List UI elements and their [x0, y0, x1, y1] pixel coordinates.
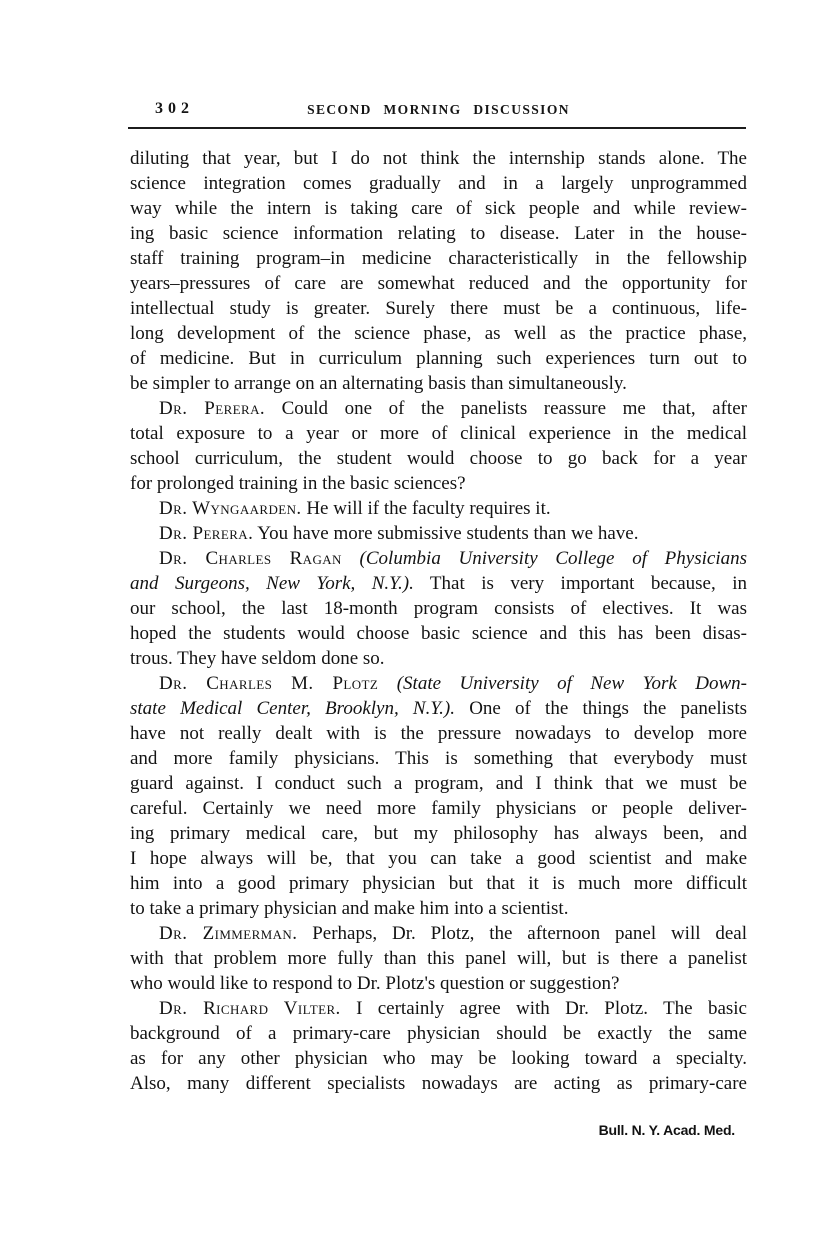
text-line — [130, 321, 747, 346]
text-segment: Perhaps, Dr. Plotz, the afternoon panel will deal — [297, 923, 747, 944]
text-line — [130, 521, 747, 546]
speaker-name: Dr. Charles Ragan — [159, 548, 342, 569]
text-segment: Could one of the panelists reassure me that, after — [265, 398, 747, 419]
text-segment: with that problem more fully than this panel will, but is there a panelist — [130, 948, 747, 969]
text-segment: long development of the science phase, as well as the practice phase, — [130, 323, 747, 344]
text-segment: That is very important because, in — [413, 573, 747, 594]
paragraph-6 — [130, 671, 747, 921]
header-rule — [128, 127, 746, 129]
text-segment: for prolonged training in the basic sciences? — [130, 473, 466, 494]
speaker-name: Dr. Richard Vilter. — [159, 998, 341, 1019]
text-line — [130, 1046, 747, 1071]
text-line — [130, 371, 747, 396]
text-line — [130, 396, 747, 421]
paragraph-2 — [130, 396, 747, 496]
text-line — [130, 296, 747, 321]
paragraph-1 — [130, 146, 747, 396]
text-line — [130, 896, 747, 921]
text-line — [130, 196, 747, 221]
paragraph-3 — [130, 496, 747, 521]
text-line — [130, 546, 747, 571]
text-segment: and more family physicians. This is something that everybody must — [130, 748, 747, 769]
text-line — [130, 696, 747, 721]
text-segment: total exposure to a year or more of clinical experience in the medical — [130, 423, 747, 444]
text-segment: ing basic science information relating to disease. Later in the house- — [130, 223, 747, 244]
text-line — [130, 146, 747, 171]
text-segment: him into a good primary physician but that it is much more difficult — [130, 873, 747, 894]
text-line — [130, 871, 747, 896]
text-segment: I hope always will be, that you can take a good scientist and make — [130, 848, 747, 869]
speaker-name: Dr. Perera. — [159, 523, 254, 544]
text-line — [130, 671, 747, 696]
text-line — [130, 746, 747, 771]
text-line — [130, 971, 747, 996]
text-line — [130, 996, 747, 1021]
text-line — [130, 721, 747, 746]
text-line — [130, 221, 747, 246]
text-segment: our school, the last 18-month program consists of electives. It was — [130, 598, 747, 619]
text-segment: be simpler to arrange on an alternating basis than simultaneously. — [130, 373, 627, 394]
text-line — [130, 421, 747, 446]
text-segment: Also, many different specialists nowadays are acting as primary-care — [130, 1073, 747, 1094]
text-line — [130, 821, 747, 846]
text-segment: You have more submissive students than we have. — [253, 523, 639, 544]
text-segment: science integration comes gradually and in a largely unprogrammed — [130, 173, 747, 194]
text-line — [130, 446, 747, 471]
text-segment: of medicine. But in curriculum planning such experiences turn out to — [130, 348, 747, 369]
text-line — [130, 271, 747, 296]
text-segment: ing primary medical care, but my philosophy has always been, and — [130, 823, 747, 844]
text-segment: who would like to respond to Dr. Plotz's question or suggestion? — [130, 973, 620, 994]
text-line — [130, 596, 747, 621]
text-line — [130, 946, 747, 971]
text-line — [130, 496, 747, 521]
affiliation-italic: (Columbia University College of Physicians — [341, 548, 747, 569]
text-line — [130, 1021, 747, 1046]
speaker-name: Dr. Charles M. Plotz — [159, 673, 379, 694]
text-segment: careful. Certainly we need more family physicians or people deliver- — [130, 798, 747, 819]
text-line — [130, 646, 747, 671]
text-line — [130, 471, 747, 496]
text-line — [130, 796, 747, 821]
affiliation-italic: state Medical Center, Brooklyn, N.Y.). — [130, 698, 456, 719]
text-line — [130, 171, 747, 196]
text-segment: hoped the students would choose basic science and this has been disas- — [130, 623, 747, 644]
speaker-name: Dr. Zimmerman. — [159, 923, 298, 944]
text-segment: as for any other physician who may be looking toward a specialty. — [130, 1048, 747, 1069]
paragraph-4 — [130, 521, 747, 546]
text-segment: have not really dealt with is the pressure nowadays to develop more — [130, 723, 747, 744]
body-text — [130, 146, 747, 1096]
text-line — [130, 571, 747, 596]
affiliation-italic: (State University of New York Down- — [378, 673, 747, 694]
text-segment: background of a primary-care physician should be exactly the same — [130, 1023, 747, 1044]
text-segment: He will if the faculty requires it. — [301, 498, 551, 519]
text-segment: diluting that year, but I do not think the internship stands alone. The — [130, 148, 747, 169]
speaker-name: Dr. Perera. — [159, 398, 266, 419]
text-segment: years–pressures of care are somewhat reduced and the opportunity for — [130, 273, 747, 294]
paragraph-7 — [130, 921, 747, 996]
text-segment: school curriculum, the student would choose to go back for a year — [130, 448, 747, 469]
text-line — [130, 246, 747, 271]
text-segment: trous. They have seldom done so. — [130, 648, 385, 669]
text-segment: way while the intern is taking care of sick people and while review- — [130, 198, 747, 219]
text-segment: to take a primary physician and make him into a scientist. — [130, 898, 569, 919]
affiliation-italic: and Surgeons, New York, N.Y.). — [130, 573, 414, 594]
running-head-title: SECOND MORNING DISCUSSION — [307, 102, 570, 117]
text-segment: intellectual study is greater. Surely there must be a continuous, life- — [130, 298, 747, 319]
text-line — [130, 846, 747, 871]
text-line — [130, 621, 747, 646]
text-line — [130, 346, 747, 371]
page-number: 302 — [155, 100, 194, 117]
text-segment: staff training program–in medicine characteristically in the fellowship — [130, 248, 747, 269]
paragraph-8 — [130, 996, 747, 1096]
text-segment: guard against. I conduct such a program, and I think that we must be — [130, 773, 747, 794]
running-head — [130, 100, 747, 124]
text-line — [130, 921, 747, 946]
speaker-name: Dr. Wyngaarden. — [159, 498, 302, 519]
text-line — [130, 1071, 747, 1096]
journal-citation: Bull. N. Y. Acad. Med. — [598, 1122, 735, 1138]
paragraph-5 — [130, 546, 747, 671]
text-segment: One of the things the panelists — [455, 698, 747, 719]
text-segment: I certainly agree with Dr. Plotz. The basic — [340, 998, 747, 1019]
text-line — [130, 771, 747, 796]
